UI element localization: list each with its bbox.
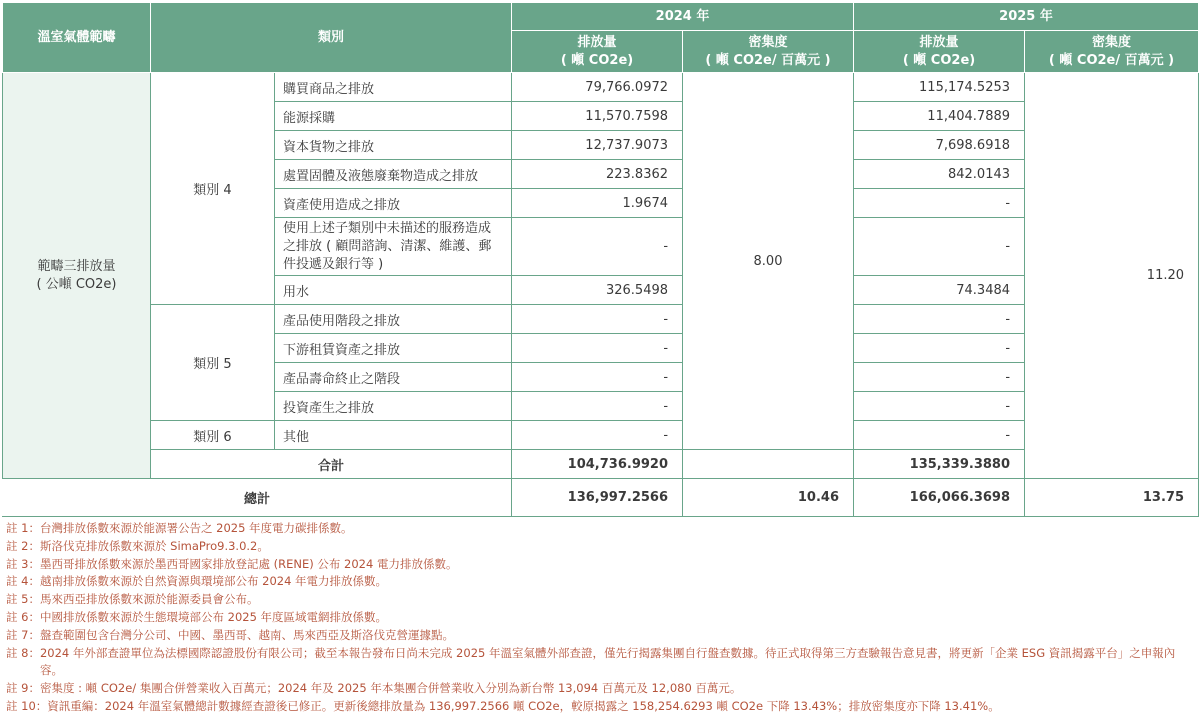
- footnote-key: 註 5：: [6, 592, 40, 607]
- footnote-text: 中國排放係數來源於生態環境部公布 2025 年度區域電網排放係數。: [39, 609, 388, 624]
- total-label: 總計: [3, 479, 512, 517]
- item-name: 處置固體及液態廢棄物造成之排放: [275, 160, 512, 189]
- subtotal-label: 合計: [151, 450, 512, 479]
- footnote-text: 密集度 : 噸 CO2e/ 集團合併營業收入百萬元；2024 年及 2025 年本集團合併營業收入分別為新台幣 13,094 百萬元及 12,080 百萬元。: [39, 681, 742, 696]
- emission-label: 排放量: [919, 34, 959, 50]
- footnote-text: 馬來西亞排放係數來源於能源委員會公布。: [39, 592, 259, 607]
- item-name: 用水: [275, 276, 512, 305]
- emission-2025-value: 7,698.6918: [854, 131, 1025, 160]
- intensity-2024-value: 8.00: [683, 73, 854, 450]
- emission-unit: ( 噸 CO2e): [902, 52, 976, 68]
- total-2025-value: 166,066.3698: [854, 479, 1025, 517]
- intensity-label: 密集度: [1092, 34, 1132, 50]
- footnote-text: 斯洛伐克排放係數來源於 SimaPro9.3.0.2。: [39, 538, 269, 553]
- emission-2024-value: -: [512, 334, 683, 363]
- intensity-2025-header: [1025, 31, 1199, 73]
- footnote-text: 台灣排放係數來源於能源署公告之 2025 年度電力碳排係數。: [39, 521, 353, 535]
- total-2024-intensity: 10.46: [683, 479, 854, 517]
- table-row: [3, 421, 1199, 450]
- item-name: 產品使用階段之排放: [275, 305, 512, 334]
- footnote-key: 註 3：: [6, 556, 40, 571]
- footnote-key: 註 8：: [6, 645, 40, 660]
- intensity-label: 密集度: [748, 34, 788, 50]
- year-2024-header: 2024 年: [512, 3, 854, 31]
- emission-2025-value: 842.0143: [854, 160, 1025, 189]
- emission-2024-value: 223.8362: [512, 160, 683, 189]
- emission-2025-value: 115,174.5253: [854, 73, 1025, 102]
- emission-2024-value: 326.5498: [512, 276, 683, 305]
- scope-unit: ( 公噸 CO2e): [36, 276, 117, 292]
- emission-2024-value: 11,570.7598: [512, 102, 683, 131]
- emission-2025-value: -: [854, 189, 1025, 218]
- scope-label: 範疇三排放量: [37, 258, 116, 274]
- footnote: [6, 556, 1196, 574]
- emission-2024-value: 79,766.0972: [512, 73, 683, 102]
- year-2025-header: 2025 年: [854, 3, 1199, 31]
- emission-2025-value: -: [854, 421, 1025, 450]
- subtotal-2024-value: 104,736.9920: [512, 450, 683, 479]
- item-name: 下游租賃資產之排放: [275, 334, 512, 363]
- emission-2024-value: -: [512, 305, 683, 334]
- emission-label: 排放量: [577, 34, 617, 50]
- footnote-key: 註 7：: [6, 627, 40, 642]
- emission-unit: ( 噸 CO2e): [560, 52, 634, 68]
- footnote: [6, 680, 1196, 698]
- footnote: [6, 698, 1196, 716]
- item-name: 資本貨物之排放: [275, 131, 512, 160]
- emission-2025-value: -: [854, 305, 1025, 334]
- footnote-key: 註 6：: [6, 609, 40, 624]
- footnote-key: 註 9：: [6, 681, 40, 696]
- emission-2024-value: 12,737.9073: [512, 131, 683, 160]
- footnote-text: 盤查範圍包含台灣分公司、中國、墨西哥、越南、馬來西亞及斯洛伐克營運據點。: [39, 627, 454, 642]
- item-name: 投資產生之排放: [275, 392, 512, 421]
- emission-2025-header: [854, 31, 1025, 73]
- subtotal-2024-intensity: [683, 450, 854, 479]
- intensity-2025-value: 11.20: [1025, 73, 1199, 479]
- category-column-header: 類別: [151, 3, 512, 73]
- category-4-cell: 類別 4: [151, 73, 275, 305]
- item-name: 產品壽命終止之階段: [275, 363, 512, 392]
- category-5-cell: 類別 5: [151, 305, 275, 421]
- footnotes: [6, 520, 1196, 716]
- emission-2025-value: -: [854, 363, 1025, 392]
- scope-column-header: 溫室氣體範疇: [3, 3, 151, 73]
- footnote-key: 註 2：: [6, 538, 40, 553]
- emission-2025-value: -: [854, 334, 1025, 363]
- total-row: [3, 479, 1199, 517]
- subtotal-2025-value: 135,339.3880: [854, 450, 1025, 479]
- emission-2025-value: -: [854, 392, 1025, 421]
- table-row: [3, 73, 1199, 102]
- emission-2024-header: [512, 31, 683, 73]
- emission-2024-value: 1.9674: [512, 189, 683, 218]
- total-2025-intensity: 13.75: [1025, 479, 1199, 517]
- intensity-unit: ( 噸 CO2e/ 百萬元 ): [1048, 52, 1175, 68]
- table-row: [3, 305, 1199, 334]
- footnote: [6, 627, 1196, 645]
- footnote: [6, 591, 1196, 609]
- footnote: [6, 538, 1196, 556]
- footnote-key: 註 1：: [6, 521, 40, 535]
- item-name: 使用上述子類別中未描述的服務造成之排放 ( 顧問諮詢、清潔、維護、郵件投遞及銀行等 ): [275, 218, 512, 276]
- intensity-unit: ( 噸 CO2e/ 百萬元 ): [705, 52, 831, 68]
- footnote: [6, 573, 1196, 591]
- footnote-text: 越南排放係數來源於自然資源與環境部公布 2024 年電力排放係數。: [39, 574, 388, 589]
- footnote-text: 資訊重編：2024 年溫室氣體總計數據經查證後已修正。更新後總排放量為 136,997.2566 噸 CO2e，較原揭露之 158,254.6293 噸 CO2e 下降 13.43%；排放密集度亦下降 13.41%。: [47, 698, 1000, 713]
- emission-2024-value: -: [512, 363, 683, 392]
- total-2024-value: 136,997.2566: [512, 479, 683, 517]
- footnote-key: 註 4：: [6, 574, 40, 589]
- footnote-key: 註 10：: [6, 698, 48, 713]
- emission-2025-value: 74.3484: [854, 276, 1025, 305]
- emission-2024-value: -: [512, 218, 683, 276]
- intensity-2024-header: [683, 31, 854, 73]
- footnote: [6, 609, 1196, 627]
- emission-2024-value: -: [512, 421, 683, 450]
- footnote: [6, 520, 1196, 538]
- item-name: 能源採購: [275, 102, 512, 131]
- category-6-cell: 類別 6: [151, 421, 275, 450]
- footnote: [6, 645, 1196, 681]
- item-name: 資產使用造成之排放: [275, 189, 512, 218]
- scope3-emissions-table: [2, 2, 1199, 517]
- emission-2024-value: -: [512, 392, 683, 421]
- scope3-cell: [3, 73, 151, 479]
- item-name: 其他: [275, 421, 512, 450]
- emission-2025-value: -: [854, 218, 1025, 276]
- footnote-text: 墨西哥排放係數來源於墨西哥國家排放登記處 (RENE) 公布 2024 電力排放係數。: [39, 556, 458, 571]
- subtotal-row: [3, 450, 1199, 479]
- item-name: 購買商品之排放: [275, 73, 512, 102]
- emission-2025-value: 11,404.7889: [854, 102, 1025, 131]
- footnote-text: 2024 年外部查證單位為法標國際認證股份有限公司；截至本報告發布日尚未完成 2025 年溫室氣體外部查證，僅先行揭露集團自行盤查數據。待正式取得第三方查驗報告意見書，將更新「企業 ESG 資訊揭露平台」之申報內容。: [39, 645, 1176, 678]
